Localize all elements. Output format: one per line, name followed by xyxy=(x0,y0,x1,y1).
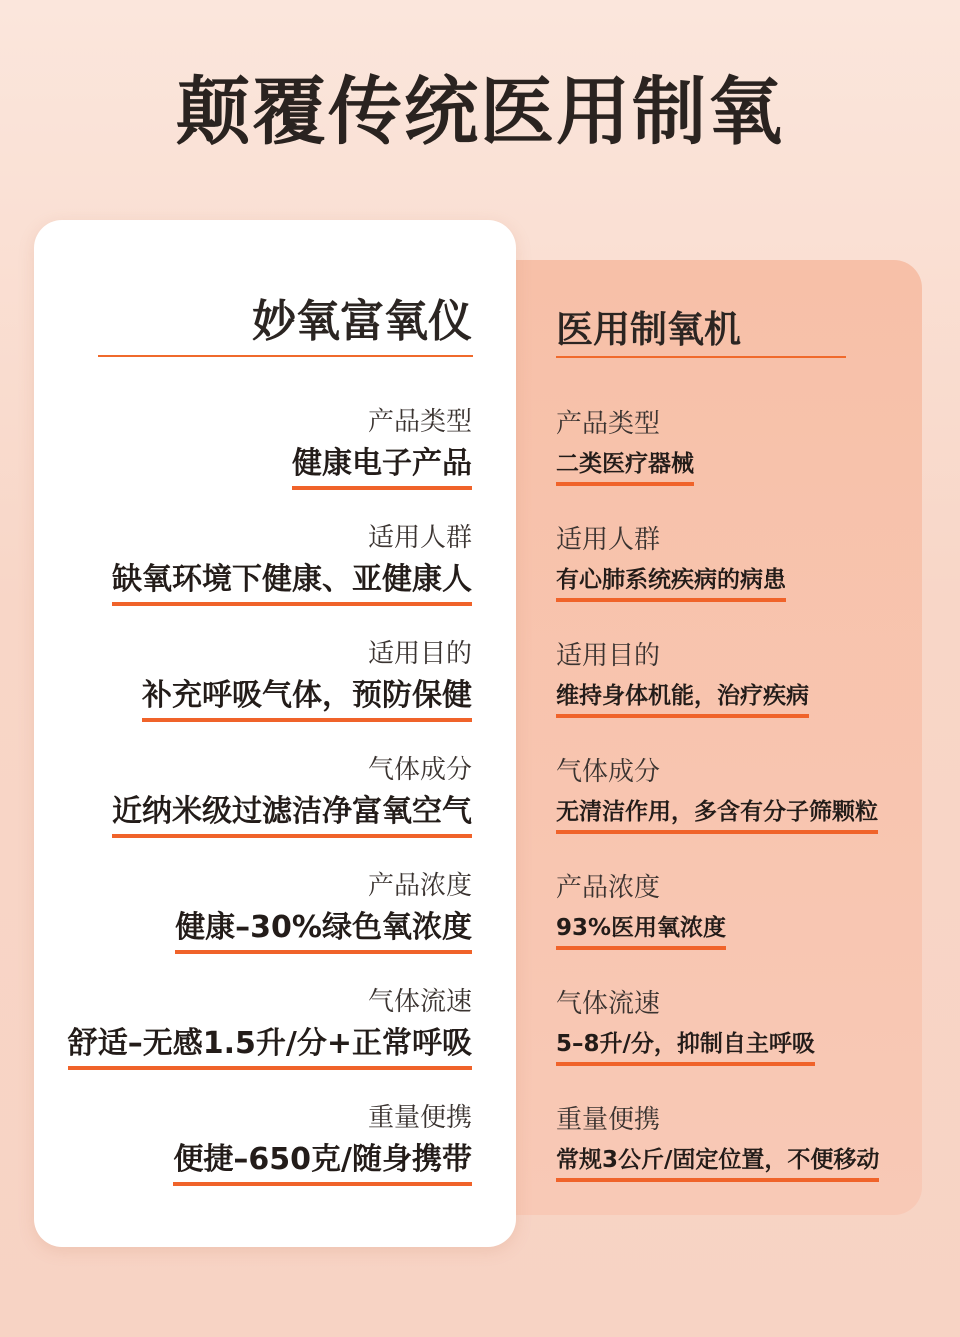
spec-row-product-type xyxy=(556,406,694,486)
spec-value: 二类医疗器械 xyxy=(556,448,694,486)
spec-label: 气体成分 xyxy=(556,757,661,787)
spec-label: 重量便携 xyxy=(556,1105,661,1135)
spec-label: 产品浓度 xyxy=(367,871,472,901)
spec-label: 适用人群 xyxy=(367,523,472,553)
spec-value: 健康电子产品 xyxy=(292,444,472,490)
spec-label: 气体流速 xyxy=(556,989,661,1019)
spec-label: 适用目的 xyxy=(556,641,661,671)
spec-value: 补充呼吸气体，预防保健 xyxy=(142,676,472,722)
spec-row-gas-composition xyxy=(112,752,472,838)
comparison-panel-oxygen-enricher xyxy=(34,220,516,1247)
spec-label: 适用目的 xyxy=(367,639,472,669)
spec-value: 无清洁作用，多含有分子筛颗粒 xyxy=(556,796,878,834)
comparison-panel-medical-oxygen xyxy=(470,260,922,1215)
column-heading-medical-oxygen: 医用制氧机 xyxy=(556,308,741,351)
spec-row-flow-rate xyxy=(556,986,815,1066)
spec-value: 5–8升/分，抑制自主呼吸 xyxy=(556,1028,815,1066)
spec-label: 产品类型 xyxy=(556,409,661,439)
spec-row-portability xyxy=(556,1102,879,1182)
spec-label: 适用人群 xyxy=(556,525,661,555)
spec-value: 缺氧环境下健康、亚健康人 xyxy=(112,560,472,606)
spec-row-product-type xyxy=(292,404,472,490)
heading-underline xyxy=(556,356,846,358)
spec-row-flow-rate xyxy=(68,984,472,1070)
spec-value: 93%医用氧浓度 xyxy=(556,912,726,950)
spec-value: 健康–30%绿色氧浓度 xyxy=(175,908,472,954)
spec-value: 有心肺系统疾病的病患 xyxy=(556,564,786,602)
spec-row-portability xyxy=(173,1100,472,1186)
spec-row-purpose xyxy=(142,636,472,722)
spec-value: 舒适–无感1.5升/分+正常呼吸 xyxy=(68,1024,472,1070)
spec-row-purpose xyxy=(556,638,809,718)
spec-value: 便捷–650克/随身携带 xyxy=(173,1140,472,1186)
heading-underline xyxy=(98,355,473,357)
spec-row-concentration xyxy=(175,868,472,954)
spec-label: 产品类型 xyxy=(367,407,472,437)
spec-value: 常规3公斤/固定位置，不便移动 xyxy=(556,1144,879,1182)
spec-label: 产品浓度 xyxy=(556,873,661,903)
spec-row-concentration xyxy=(556,870,726,950)
spec-row-target-users xyxy=(112,520,472,606)
spec-value: 维持身体机能，治疗疾病 xyxy=(556,680,809,718)
spec-label: 重量便携 xyxy=(367,1103,472,1133)
spec-label: 气体成分 xyxy=(367,755,472,785)
spec-row-target-users xyxy=(556,522,786,602)
spec-value: 近纳米级过滤洁净富氧空气 xyxy=(112,792,472,838)
spec-row-gas-composition xyxy=(556,754,878,834)
spec-label: 气体流速 xyxy=(367,987,472,1017)
column-heading-oxygen-enricher: 妙氧富氧仪 xyxy=(252,296,472,347)
page-title: 颠覆传统医用制氧 xyxy=(176,69,784,155)
